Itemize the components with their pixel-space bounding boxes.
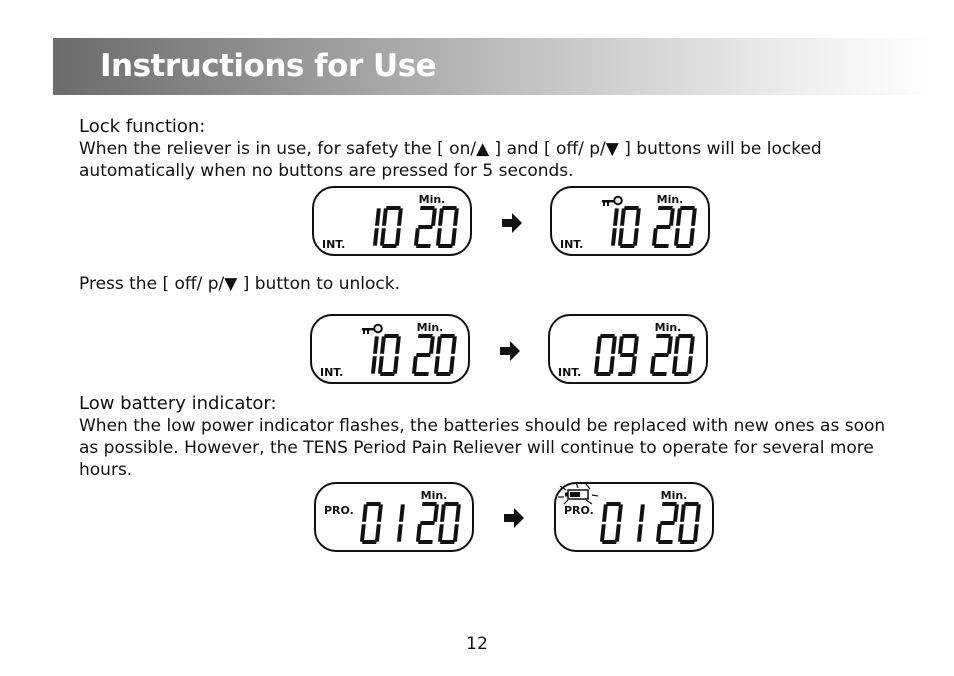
lcd-segment [652, 228, 658, 245]
lcd-segment [416, 353, 431, 357]
lcd-segment [438, 208, 444, 225]
lock-function-description [79, 138, 919, 182]
lcd-segment [617, 504, 623, 521]
lcd-segment [633, 228, 639, 245]
lcd-segment [440, 540, 455, 544]
battery-description-line-1: When the low power indicator flashes, the batteries should be replaced with new ones as soon [79, 416, 886, 436]
lcd-digit-0 [600, 502, 623, 544]
lcd-segment [650, 356, 656, 373]
lcd-segment [687, 356, 693, 373]
lcd-segment [395, 336, 401, 353]
lcd-segment [395, 228, 401, 245]
lcd-unit-label: Min. [660, 489, 688, 502]
lcd-segment [382, 208, 388, 225]
lcd-digit-2 [412, 334, 435, 376]
lcd-segment [611, 336, 617, 353]
lcd-segment [602, 540, 617, 544]
low-battery-heading-text: Low battery indicator [79, 393, 271, 414]
lcd-segment [399, 504, 405, 521]
lock-description-line-2: automatically when no buttons are pressed for 5 seconds. [79, 161, 574, 181]
lcd-segment [442, 206, 457, 210]
lcd-segment [397, 524, 403, 541]
lcd-segment [656, 225, 671, 229]
lcd-segment [680, 504, 686, 521]
lcd-segment [684, 502, 699, 506]
lcd-digit-0 [618, 206, 641, 248]
lcd-segment [455, 504, 461, 521]
lcd-digit-2 [414, 206, 437, 248]
lcd-segment [673, 504, 679, 521]
lcd-digit-0 [378, 334, 401, 376]
lcd-segment [695, 504, 701, 521]
lcd-segment [422, 502, 437, 506]
lcd-segment [414, 228, 420, 245]
lcd-display-normal-battery [314, 482, 474, 552]
lcd-segment [384, 334, 399, 338]
lcd-digit-2 [650, 334, 673, 376]
battery-description-line-2: as possible. However, the TENS Period Pain Reliever will continue to operate for several more hours. [79, 438, 874, 480]
lcd-segment [380, 336, 386, 353]
lock-description-line-1: When the reliever is in use, for safety the [ on/▲ ] and [ off/ p/▼ ] buttons will be locked [79, 139, 822, 159]
lcd-segment [662, 502, 677, 506]
lcd-digit-1 [637, 504, 645, 541]
lcd-digit-0 [436, 206, 459, 248]
lcd-digit-0 [380, 206, 403, 248]
low-battery-heading [79, 393, 277, 414]
lcd-segment [438, 244, 453, 248]
lcd-segment [637, 524, 643, 541]
lcd-segment [613, 208, 619, 225]
lcd-segment [656, 524, 662, 541]
lcd-mode-label: PRO. [564, 504, 594, 517]
lcd-segment [622, 334, 637, 338]
lcd-segment [609, 356, 615, 373]
lcd-segment [660, 521, 675, 525]
page-title: Instructions for Use [100, 48, 437, 84]
lcd-segment [669, 208, 675, 225]
lcd-segment [680, 206, 695, 210]
lcd-segment [620, 208, 626, 225]
lcd-segment [371, 356, 377, 373]
lcd-digit-1 [371, 336, 379, 373]
lcd-segment [606, 502, 621, 506]
lock-key-icon [362, 325, 382, 334]
lcd-segment [680, 540, 695, 544]
lcd-segment [440, 334, 455, 338]
lcd-segment [380, 372, 395, 376]
lcd-segment [375, 524, 381, 541]
lcd-segment [451, 228, 457, 245]
lcd-segment [620, 353, 635, 357]
lcd-segment [596, 372, 611, 376]
lcd-segment [594, 356, 600, 373]
lcd-segment [382, 244, 397, 248]
lock-function-heading-text: Lock function [79, 116, 200, 137]
lcd-segment [373, 336, 379, 353]
lcd-segment [635, 208, 641, 225]
lcd-segment [693, 524, 699, 541]
lcd-segment [618, 372, 633, 376]
lcd-segment [672, 356, 678, 373]
lcd-display-unlocked [312, 186, 472, 256]
lcd-segment [618, 336, 624, 353]
lcd-digit-0 [672, 334, 695, 376]
lcd-display-locked-before-unlock [310, 314, 470, 384]
lcd-segment [678, 334, 693, 338]
lcd-segment [420, 206, 435, 210]
lcd-segment [667, 336, 673, 353]
lcd-segment [658, 206, 673, 210]
lock-key-icon [602, 197, 622, 206]
lcd-segment [386, 206, 401, 210]
lcd-digit-1 [373, 208, 381, 245]
lcd-segment [611, 228, 617, 245]
lcd-digit-0 [434, 334, 457, 376]
lcd-segment [436, 336, 442, 353]
page-header-bar [53, 38, 939, 95]
lcd-segment [377, 504, 383, 521]
lcd-segment [418, 334, 433, 338]
lcd-segment [360, 524, 366, 541]
lcd-segment [366, 502, 381, 506]
lcd-segment [378, 356, 384, 373]
lcd-segment [451, 336, 457, 353]
lcd-display-locked [550, 186, 710, 256]
low-battery-description [79, 415, 919, 481]
lcd-segment [416, 244, 431, 248]
lcd-segment [600, 524, 606, 541]
lcd-segment [624, 206, 639, 210]
lcd-digit-1 [611, 208, 619, 245]
lcd-segment [453, 208, 459, 225]
lcd-segment [453, 524, 459, 541]
lcd-segment [602, 504, 608, 521]
lcd-segment [444, 502, 459, 506]
lcd-unit-label: Min. [420, 489, 448, 502]
lcd-segment [375, 208, 381, 225]
lcd-segment [373, 228, 379, 245]
lcd-segment [674, 336, 680, 353]
lcd-segment [639, 504, 645, 521]
lcd-segment [656, 334, 671, 338]
lcd-digit-9 [616, 334, 639, 376]
page-number: 12 [466, 634, 488, 654]
low-battery-heading-colon: : [270, 393, 277, 414]
low-battery-icon [565, 490, 588, 499]
lcd-segment [431, 208, 437, 225]
lcd-segment [631, 356, 637, 373]
lcd-segment [658, 540, 673, 544]
lcd-segment [414, 372, 429, 376]
lcd-segment [436, 228, 442, 245]
lcd-segment [434, 356, 440, 373]
lcd-segment [418, 225, 433, 229]
lcd-segment [449, 356, 455, 373]
lcd-segment [438, 524, 444, 541]
lcd-segment [615, 524, 621, 541]
lcd-segment [689, 228, 695, 245]
lcd-unit-label: Min. [418, 193, 446, 206]
lcd-segment [412, 356, 418, 373]
lcd-mode-label: INT. [558, 366, 582, 379]
lcd-segment [418, 540, 433, 544]
unlock-instruction: Press the [ off/ p/▼ ] button to unlock. [79, 274, 400, 294]
lcd-digit-1 [397, 504, 405, 541]
right-arrow-icon [498, 339, 522, 363]
lcd-unit-label: Min. [654, 321, 682, 334]
lcd-segment [397, 208, 403, 225]
lcd-segment [618, 228, 624, 245]
lcd-digit-0 [594, 334, 617, 376]
lcd-segment [433, 504, 439, 521]
lcd-segment [676, 208, 682, 225]
lcd-digit-0 [360, 502, 383, 544]
lcd-unit-label: Min. [416, 321, 444, 334]
lcd-segment [393, 356, 399, 373]
lcd-mode-label: INT. [320, 366, 344, 379]
lcd-segment [429, 336, 435, 353]
right-arrow-icon [500, 211, 524, 235]
lcd-segment [676, 244, 691, 248]
lcd-mode-label: INT. [322, 238, 346, 251]
lcd-segment [674, 228, 680, 245]
lcd-segment [600, 334, 615, 338]
lcd-digit-0 [674, 206, 697, 248]
lcd-segment [652, 372, 667, 376]
lcd-digit-2 [416, 502, 439, 544]
lock-function-heading [79, 116, 205, 137]
lcd-segment [416, 524, 422, 541]
lcd-segment [691, 208, 697, 225]
lcd-segment [678, 524, 684, 541]
right-arrow-icon [502, 506, 526, 530]
lcd-segment [436, 372, 451, 376]
lcd-segment [420, 521, 435, 525]
lcd-digit-0 [678, 502, 701, 544]
lcd-digit-2 [652, 206, 675, 248]
lcd-segment [380, 228, 386, 245]
lcd-segment [596, 336, 602, 353]
lcd-segment [362, 504, 368, 521]
lcd-segment [674, 372, 689, 376]
lcd-display-low-battery [554, 482, 714, 552]
lcd-unit-label: Min. [656, 193, 684, 206]
lcd-mode-label: INT. [560, 238, 584, 251]
lock-function-heading-colon: : [199, 116, 206, 137]
lcd-digit-0 [438, 502, 461, 544]
lcd-segment [633, 336, 639, 353]
lcd-segment [440, 504, 446, 521]
lcd-segment [654, 244, 669, 248]
lcd-mode-label: PRO. [324, 504, 354, 517]
lcd-digit-2 [656, 502, 679, 544]
lcd-segment [689, 336, 695, 353]
lcd-segment [654, 353, 669, 357]
lcd-segment [362, 540, 377, 544]
lcd-segment [620, 244, 635, 248]
lcd-display-after-unlock [548, 314, 708, 384]
